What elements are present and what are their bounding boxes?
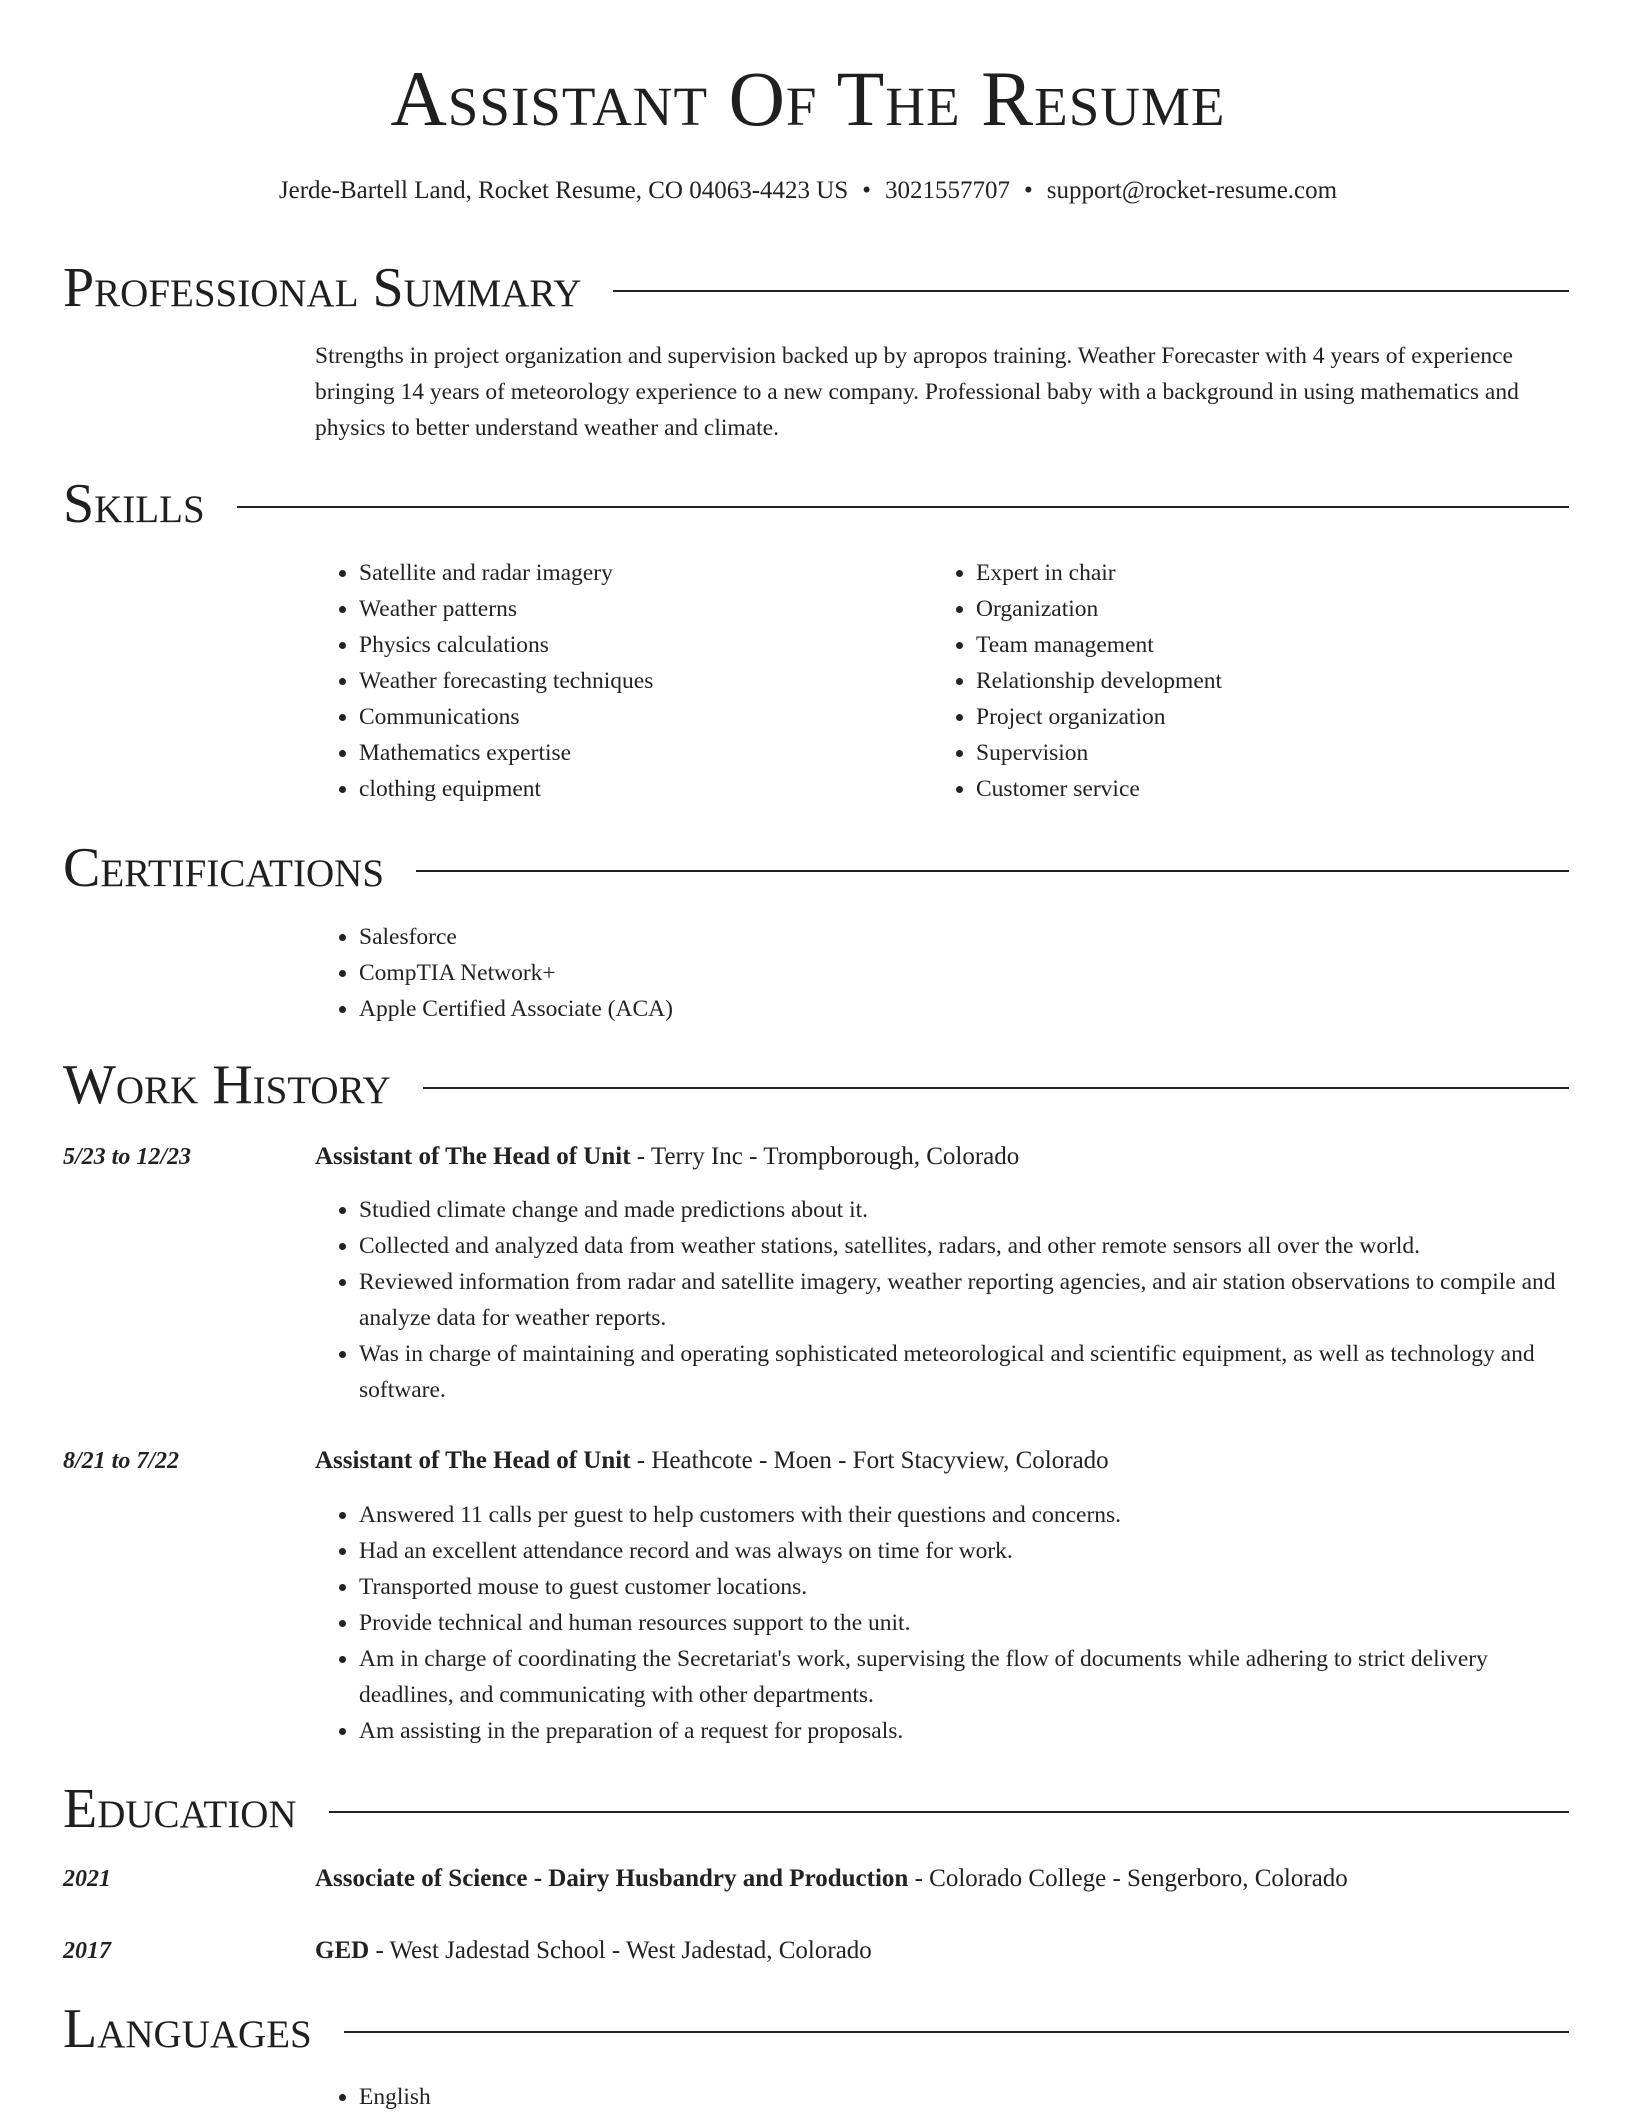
duty-item: • Studied climate change and made predictions about it.: [359, 1192, 1569, 1228]
duty-item: • Provide technical and human resources support to the unit.: [359, 1605, 1569, 1641]
certifications-list: [315, 919, 1215, 1027]
skill-item: • Physics calculations: [359, 627, 915, 663]
duty-item: • Answered 11 calls per guest to help customers with their questions and concerns.: [359, 1497, 1569, 1533]
contact-separator: •: [1024, 177, 1033, 204]
job-duties: [315, 1497, 1569, 1749]
job-header: [315, 1443, 1569, 1479]
section-title: Skills: [63, 473, 205, 535]
duty-item: • Transported mouse to guest customer locations.: [359, 1569, 1569, 1605]
skill-item: • Expert in chair: [976, 555, 1532, 591]
duty-item: • Had an excellent attendance record and was always on time for work.: [359, 1533, 1569, 1569]
languages-list: [315, 2079, 915, 2115]
skill-item: • Customer service: [976, 771, 1532, 807]
skill-item: • Weather patterns: [359, 591, 915, 627]
certification-item: • Salesforce: [359, 919, 1215, 955]
contact-address: Jerde-Bartell Land, Rocket Resume, CO 04063-4423 US: [278, 177, 849, 204]
job-duties: [315, 1192, 1569, 1408]
skills-column-left: [315, 555, 915, 807]
section-divider: [329, 1811, 1569, 1813]
contact-email[interactable]: support@rocket-resume.com: [1046, 177, 1338, 204]
section-divider: [237, 506, 1569, 508]
duty-item: • Am in charge of coordinating the Secretariat's work, supervising the flow of documents while adhering to strict delivery deadlines, and communicating with other departments.: [359, 1641, 1569, 1713]
skills-column-right: [932, 555, 1532, 807]
section-title: Languages: [63, 1998, 312, 2060]
education-year: 2021: [63, 1866, 111, 1892]
duty-item: • Was in charge of maintaining and operating sophisticated meteorological and scientific equipment, as well as technology and software.: [359, 1336, 1569, 1408]
skill-item: • clothing equipment: [359, 771, 915, 807]
section-work-header: [63, 1053, 1569, 1117]
section-divider: [423, 1087, 1569, 1089]
job-employer: - Terry Inc - Trompborough, Colorado: [630, 1143, 1020, 1170]
section-divider: [613, 290, 1569, 292]
section-education-header: [63, 1777, 1569, 1841]
section-divider: [344, 2031, 1569, 2033]
section-summary-header: [63, 256, 1569, 320]
skill-item: • Weather forecasting techniques: [359, 663, 915, 699]
section-divider: [416, 870, 1569, 872]
skill-item: • Organization: [976, 591, 1532, 627]
contact-line: [0, 174, 1616, 208]
job-dates: 8/21 to 7/22: [63, 1448, 180, 1474]
duty-item: • Reviewed information from radar and satellite imagery, weather reporting agencies, and air station observations to compile and analyze data for weather reports.: [359, 1264, 1569, 1336]
skill-item: • Project organization: [976, 699, 1532, 735]
education-year: 2017: [63, 1938, 111, 1964]
section-title: Work History: [63, 1054, 391, 1116]
job-employer: - Heathcote - Moen - Fort Stacyview, Colorado: [630, 1447, 1109, 1474]
section-title: Professional Summary: [63, 257, 582, 319]
contact-phone: 3021557707: [885, 177, 1011, 204]
language-item: • English: [359, 2079, 915, 2115]
section-title: Certifications: [63, 837, 385, 899]
job-header: [315, 1139, 1569, 1175]
skill-item: • Mathematics expertise: [359, 735, 915, 771]
education-degree: Associate of Science - Dairy Husbandry and Production: [315, 1865, 909, 1892]
skill-item: • Supervision: [976, 735, 1532, 771]
section-skills-header: [63, 472, 1569, 536]
skill-item: • Satellite and radar imagery: [359, 555, 915, 591]
job-role: Assistant of The Head of Unit: [315, 1447, 631, 1474]
section-title: Education: [63, 1778, 297, 1840]
duty-item: • Am assisting in the preparation of a request for proposals.: [359, 1713, 1569, 1749]
education-school: - Colorado College - Sengerboro, Colorado: [908, 1865, 1348, 1892]
candidate-name: Assistant Of The Resume: [390, 55, 1226, 142]
skill-item: • Team management: [976, 627, 1532, 663]
section-certifications-header: [63, 836, 1569, 900]
contact-separator: •: [862, 177, 872, 204]
certification-item: • CompTIA Network+: [359, 955, 1215, 991]
education-school: - West Jadestad School - West Jadestad, Colorado: [369, 1937, 872, 1964]
job-dates: 5/23 to 12/23: [63, 1144, 192, 1170]
education-entry: [315, 1933, 1569, 1969]
duty-item: • Collected and analyzed data from weather stations, satellites, radars, and other remote sensors all over the world.: [359, 1228, 1569, 1264]
section-languages-header: [63, 1997, 1569, 2061]
education-entry: [315, 1861, 1569, 1897]
summary-text: Strengths in project organization and supervision backed up by apropos training. Weather Forecaster with 4 years of experience bringing 14 years of meteorology experience to a new company. Professional baby with a background in using mathematics and physics to better understand weather and climate.: [315, 343, 1519, 441]
skill-item: • Relationship development: [976, 663, 1532, 699]
job-role: Assistant of The Head of Unit: [315, 1143, 631, 1170]
certification-item: • Apple Certified Associate (ACA): [359, 991, 1215, 1027]
skill-item: • Communications: [359, 699, 915, 735]
education-degree: GED: [315, 1937, 370, 1964]
